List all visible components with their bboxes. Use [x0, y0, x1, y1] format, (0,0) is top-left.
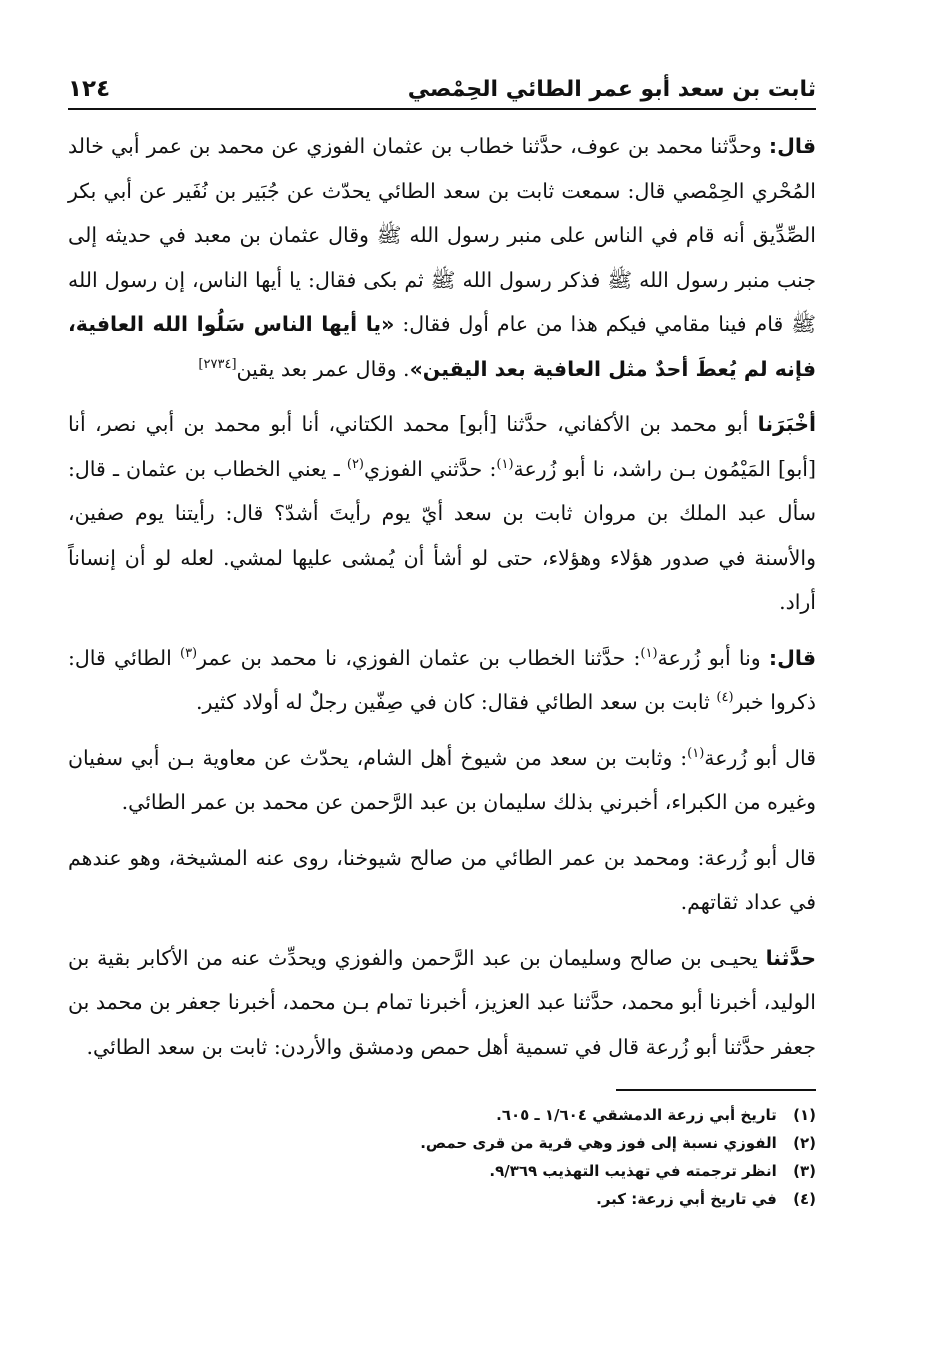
footnote-number: (١) — [793, 1106, 816, 1124]
paragraph-keyword: أخْبَرَنا — [757, 412, 816, 436]
paragraph-keyword: حدَّثنا — [765, 945, 816, 970]
paragraph-3 — [68, 636, 816, 725]
paragraph-tail: . وقال عمر بعد يقين — [236, 356, 410, 381]
footnote-ref: (١) — [687, 745, 705, 761]
footnote-ref: (٣) — [179, 645, 198, 661]
paragraph-text: يحيـى بن صالح وسليمان بن عبد الرَّحمن والفوزي ويحدِّث عنه من الأكابر بقية بن الوليد، أخبرنا أبو محمد، حدَّثنا عبد العزيز، أخبرنا تمام بـن محمد، أخبرنا جعفر بن محمد بن جعفر حدَّثنا أبو زُرعة قال في تسمية أهل حمص ودمشق والأردن: ثابت بن سعد الطائي. — [68, 945, 816, 1059]
footnote — [68, 1157, 816, 1185]
paragraph-text: : حدَّثنا الخطاب بن عثمان الفوزي، نا محمد بن عمر — [197, 645, 641, 670]
paragraph-6 — [68, 936, 816, 1070]
footnote — [68, 1129, 816, 1157]
paragraph-text: قال أبو زُرعة — [704, 745, 816, 770]
footnote-text: انظر ترجمته في تهذيب التهذيب ٩/٣٦٩. — [489, 1162, 777, 1180]
footnote-text: في تاريخ أبي زرعة: كبر. — [596, 1190, 777, 1208]
footnotes — [68, 1101, 816, 1213]
running-title: ثابت بن سعد أبو عمر الطائي الحِمْصي — [407, 77, 816, 102]
footnote — [68, 1185, 816, 1213]
paragraph-keyword: قال: — [768, 645, 816, 670]
footnote-number: (٤) — [793, 1190, 816, 1208]
paragraph-text: ونا أبو زُرعة — [657, 645, 761, 670]
page-number: ١٢٤ — [68, 76, 111, 102]
paragraph-text: قال أبو زُرعة: ومحمد بن عمر الطائي من صالح شيوخنا، روى عنه المشيخة، وهو عندهم في عداد ثقاتهم. — [68, 845, 816, 914]
footnote-ref: (١) — [496, 456, 514, 472]
footnote-rule — [616, 1089, 816, 1091]
paragraph-text: ـ يعني الخطاب بن عثمان ـ قال: سأل عبد الملك بن مروان ثابت بن سعد أيّ يوم رأيتَ أشدّ؟ قال: رأيتنا يوم صفين، والأسنة في صدور هؤلاء وهؤلاء، حتى لو أشأ أن يُمشى عليها لمشي. لعله لو أن إنساناً أراد. — [68, 456, 816, 614]
footnote-number: (٢) — [793, 1134, 816, 1152]
footnote-number: (٣) — [793, 1162, 816, 1180]
footnote-ref: (١) — [640, 645, 658, 661]
paragraph-1 — [68, 124, 816, 391]
paragraph-text: وحدَّثنا محمد بن عوف، حدَّثنا خطاب بن عثمان الفوزي عن محمد بن عمر أبي خالد المُحْري الحِمْصي قال: سمعت ثابت بن سعد الطائي يحدّث عن جُبَير بن نُفَير عن أبي بكر الصِّدِّيق أنه قام في الناس على منبر رسول الله ﷺ وقال عثمان بن معبد في حديثه إلى جنب منبر رسول الله ﷺ فذكر رسول الله ﷺ ثم بكى فقال: يا أيها الناس، إن رسول الله ﷺ قام فينا مقامي فيكم هذا من عام أول فقال: — [68, 134, 816, 336]
header-rule — [68, 108, 816, 110]
paragraph-text: أبو محمد بن الأكفاني، حدَّثنا [أبو] محمد الكتاني، أنا أبو محمد بن أبي نصر، أنا [أبو] المَيْمُون بـن راشد، نا أبو زُرعة — [68, 412, 817, 481]
body-text — [68, 124, 816, 1069]
paragraph-text: ثابت بن سعد الطائي فقال: كان في صِفّين رجلٌ له أولاد كثير. — [196, 690, 710, 714]
footnote-ref: (٤) — [716, 690, 734, 706]
paragraph-text: الطائي قال: ذكروا خبر — [68, 645, 816, 714]
paragraph-4 — [68, 736, 816, 825]
paragraph-5 — [68, 836, 816, 925]
running-head — [68, 62, 816, 102]
hadith-quote: «يا أيها الناس سَلُوا الله العافية، فإنه لم يُعطَ أحدٌ مثل العافية بعد اليقين» — [68, 312, 816, 381]
hadith-number: [٢٧٣٤] — [198, 356, 237, 372]
paragraph-text: : وثابت بن سعد من شيوخ أهل الشام، يحدّث عن معاوية بـن أبي سفيان وغيره من الكبراء، أخبرني بذلك سليمان بن عبد الرَّحمن عن محمد بن عمر الطائي. — [68, 745, 816, 814]
footnote-text: تاريخ أبي زرعة الدمشقي ١/٦٠٤ ـ ٦٠٥. — [496, 1106, 777, 1124]
footnote — [68, 1101, 816, 1129]
footnote-ref: (٢) — [346, 456, 364, 472]
paragraph-text: : حدَّثني الفوزي — [364, 456, 497, 481]
footnote-text: الفوزي نسبة إلى فوز وهي قرية من قرى حمص. — [420, 1134, 777, 1152]
paragraph-keyword: قال: — [768, 134, 816, 158]
paragraph-2 — [68, 402, 816, 625]
